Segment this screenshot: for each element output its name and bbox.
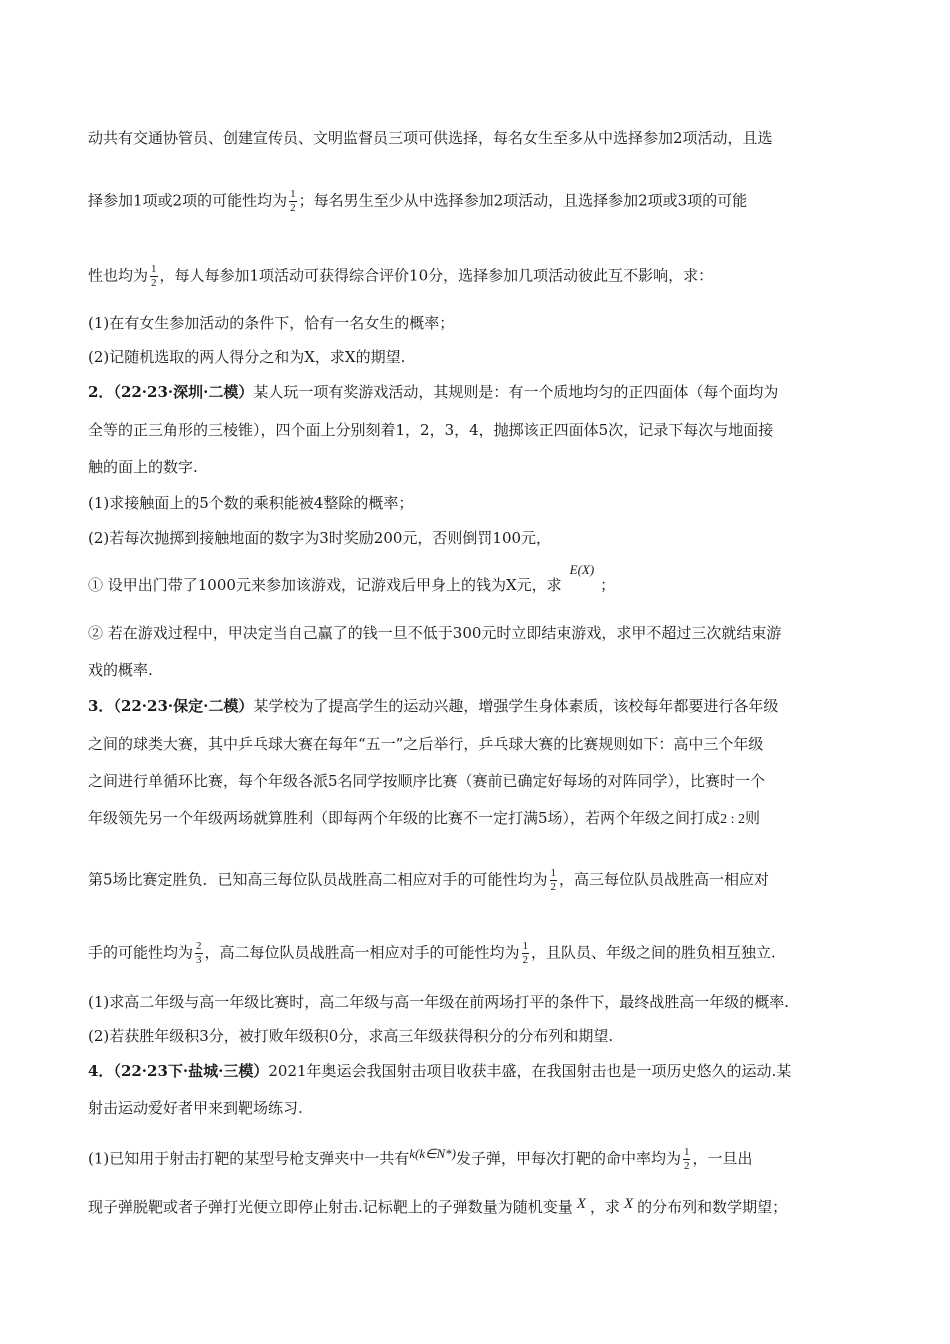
p3-line5-text-b: ，高三每位队员战胜高一相应对 [559,870,770,889]
p4-question1-line1 [88,1146,752,1173]
question-text: ① 设甲出门带了1000元来参加该游戏，记游戏后甲身上的钱为X元，求 [88,576,562,594]
problem-source: （22·23·保定·二模） [113,697,254,715]
fraction-half [683,1146,691,1173]
p2-line2-text: 全等的正三角形的三棱锥），四个面上分别刻着1，2，3，4，抛掷该正四面体5次，记录下每次与地面接 [88,421,774,439]
p2-question2b-line1 [88,623,781,643]
bullet-count-variable: k(k∈N*) [409,1145,456,1161]
score-ratio: 2 : 2 [720,812,745,827]
fraction-denominator: 2 [522,954,529,966]
p2-line3 [88,457,198,477]
p2-line3-text: 触的面上的数字. [88,458,198,476]
question-text: ，一旦出 [692,1149,753,1168]
p1-line2-text-a: 择参加1项或2项的可能性均为 [88,191,288,210]
p3-line6-text-b: ，高二每位队员战胜高一相应对手的可能性均为 [204,943,520,962]
question-punctuation: ； [600,576,616,594]
p4-line2-text: 射击运动爱好者甲来到靶场练习. [88,1099,303,1117]
fraction-denominator: 3 [196,954,202,966]
question-text: 的分布列和数学期望； [637,1198,788,1216]
fraction-numerator: 1 [550,867,557,879]
p1-line2 [88,188,747,215]
fraction-denominator: 2 [550,881,557,893]
p1-line1 [88,128,773,148]
p2-line1-text: 某人玩一项有奖游戏活动，其规则是：有一个质地均匀的正四面体（每个面均为 [253,383,779,401]
problem-number: 2． [88,383,114,401]
p3-line3 [88,771,765,791]
question-text: (2)记随机选取的两人得分之和为X，求X的期望. [88,348,406,366]
p3-line6-text-c: ，且队员、年级之间的胜负相互独立. [531,943,776,962]
p3-question2 [88,1026,613,1046]
question-text: ② 若在游戏过程中，甲决定当自己赢了的钱一旦不低于300元时立即结束游戏，求甲不超过三次就结束游 [88,624,782,642]
p1-line3-text-a: 性也均为 [88,266,149,285]
p2-question2b-line2 [88,660,153,680]
p1-line3-text-b: ，每人每参加1项活动可获得综合评价10分，选择参加几项活动彼此互不影响，求： [159,266,714,285]
p4-line1 [88,1061,791,1081]
fraction-half [150,263,158,290]
p3-line2-text: 之间的球类大赛，其中乒乓球大赛在每年“五一”之后举行，乒乓球大赛的比赛规则如下：高中三个年级 [88,735,764,753]
problem-number: 3． [88,697,114,715]
fraction-half [289,188,297,215]
expectation-symbol: E(X) [569,562,595,577]
p2-line1 [88,382,778,402]
question-text: ，求 [589,1198,620,1216]
p3-line4 [88,808,760,830]
fraction-numerator: 1 [522,940,529,952]
fraction-half [550,867,558,894]
fraction-denominator: 2 [151,277,157,289]
question-text: 发子弹，甲每次打靶的命中率均为 [455,1149,681,1168]
random-variable: X [623,1196,634,1212]
p3-line6-text-a: 手的可能性均为 [88,943,194,962]
question-text: (2)若获胜年级积3分，被打败年级积0分，求高三年级获得积分的分布列和期望. [88,1027,614,1045]
fraction-numerator: 1 [151,263,157,275]
question-text: (1)求接触面上的5个数的乘积能被4整除的概率； [88,494,414,512]
p3-line1 [88,696,778,716]
p4-line2 [88,1098,303,1118]
p4-line1-text: 2021年奥运会我国射击项目收获丰盛，在我国射击也是一项历史悠久的运动.某 [268,1062,792,1080]
question-text: (2)若每次抛掷到接触地面的数字为3时奖励200元，否则倒罚100元， [88,529,552,547]
p3-line2 [88,734,763,754]
p3-line5 [88,867,769,894]
p2-question2a [88,562,616,596]
p3-line3-text: 之间进行单循环比赛，每个年级各派5名同学按顺序比赛（赛前已确定好每场的对阵同学），比赛时一个 [88,772,766,790]
fraction-half [522,940,530,967]
p1-line2-text-b: ；每名男生至少从中选择参加2项活动，且选择参加2项或3项的可能 [298,191,748,210]
question-text: (1)在有女生参加活动的条件下，恰有一名女生的概率； [88,314,455,332]
p3-line1-text: 某学校为了提高学生的运动兴趣，增强学生身体素质，该校每年都要进行各年级 [253,697,779,715]
problem-source: （22·23·深圳·二模） [113,383,254,401]
problem-source: （22·23下·盐城·三模） [113,1062,269,1080]
p3-line5-text-a: 第5场比赛定胜负．已知高三每位队员战胜高二相应对手的可能性均为 [88,870,548,889]
p1-line1-text: 动共有交通协管员、创建宣传员、文明监督员三项可供选择，每名女生至多从中选择参加2项活动，且选 [88,129,773,147]
p1-line3 [88,263,713,290]
fraction-numerator: 1 [683,1146,690,1158]
fraction-numerator: 1 [290,188,296,200]
problem-number: 4． [88,1062,114,1080]
p3-question1 [88,992,789,1012]
fraction-denominator: 2 [290,202,296,214]
question-text: 戏的概率. [88,661,153,679]
p3-line6 [88,940,776,967]
p1-question2 [88,347,405,367]
question-text: 现子弹脱靶或者子弹打光便立即停止射击.记标靶上的子弹数量为随机变量 [88,1198,573,1216]
fraction-numerator: 2 [196,940,202,952]
p2-question2 [88,528,551,548]
question-text: (1)求高二年级与高一年级比赛时，高二年级与高一年级在前两场打平的条件下，最终战胜高一年级的概率. [88,993,790,1011]
p2-line2 [88,420,773,440]
question-text: (1)已知用于射击打靶的某型号枪支弹夹中一共有 [88,1149,410,1168]
p4-question1-line2 [88,1197,787,1218]
p3-line4-text-b: 则 [744,809,760,827]
fraction-two-thirds [195,940,203,967]
fraction-denominator: 2 [683,1160,690,1172]
p1-question1 [88,313,454,333]
p3-line4-text-a: 年级领先另一个年级两场就算胜利（即每两个年级的比赛不一定打满5场），若两个年级之间打成 [88,809,721,827]
p2-question1 [88,493,413,513]
random-variable: X [576,1196,586,1212]
